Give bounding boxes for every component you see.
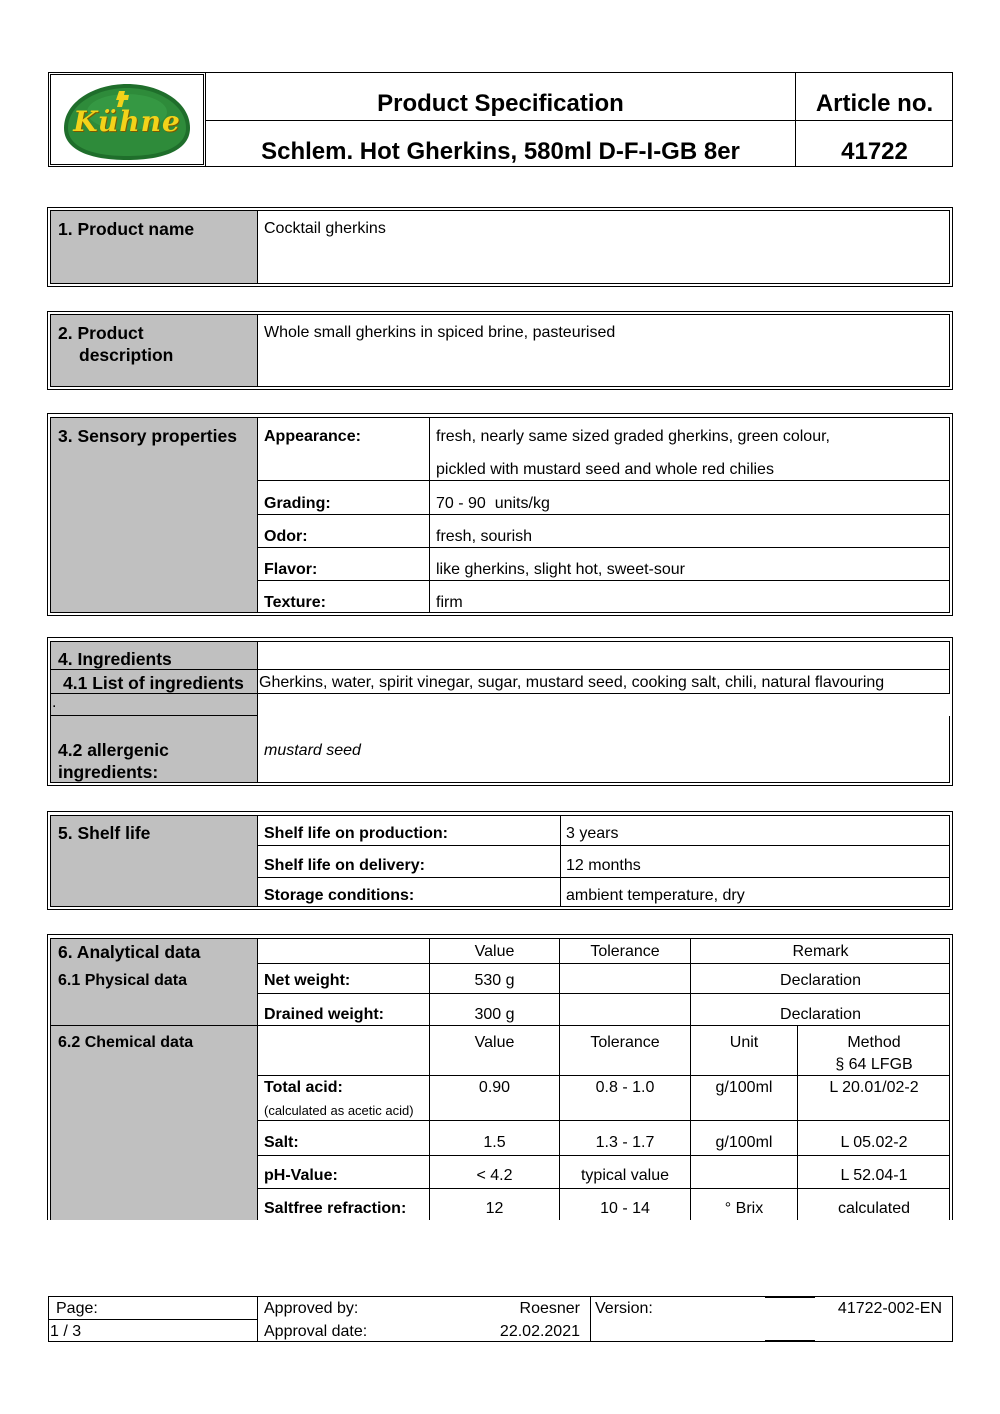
article-number: 41722 xyxy=(841,138,908,165)
sensory-key-odor: Odor: xyxy=(264,528,308,545)
sensory-value-grading: 70 - 90 units/kg xyxy=(436,495,550,512)
allergen-value: mustard seed xyxy=(264,742,361,759)
shelf-key-delivery: Shelf life on delivery: xyxy=(264,857,425,874)
chemical-value-salt: 1.5 xyxy=(483,1134,506,1151)
physical-value-net-weight: 530 g xyxy=(474,972,515,989)
chemical-note-total-acid: (calculated as acetic acid) xyxy=(264,1103,414,1118)
analytical-header-remark: Remark xyxy=(792,943,849,960)
sensory-value-odor: fresh, sourish xyxy=(436,528,533,545)
chemical-tolerance-refraction: 10 - 14 xyxy=(600,1200,650,1217)
footer-page-value: 1 / 3 xyxy=(50,1323,82,1340)
chemical-header-unit: Unit xyxy=(729,1034,759,1051)
shelf-key-production: Shelf life on production: xyxy=(264,825,448,842)
chemical-tolerance-salt: 1.3 - 1.7 xyxy=(595,1134,655,1151)
physical-data-label: 6.1 Physical data xyxy=(58,972,187,989)
chemical-unit-refraction: ° Brix xyxy=(724,1200,764,1217)
sensory-value-texture: firm xyxy=(436,594,463,611)
sensory-key-texture: Texture: xyxy=(264,594,326,611)
allergen-label-1: 4.2 allergenic xyxy=(58,740,169,760)
sensory-key-appearance: Appearance: xyxy=(264,428,361,445)
product-name-value: Cocktail gherkins xyxy=(264,220,386,237)
physical-value-drained-weight: 300 g xyxy=(474,1006,515,1023)
product-description-label-2: description xyxy=(79,345,174,365)
ingredients-list-value: Gherkins, water, spirit vinegar, sugar, mustard seed, cooking salt, chili, natural flavouring xyxy=(259,674,885,691)
shelf-life-label: 5. Shelf life xyxy=(58,823,151,843)
chemical-method-salt: L 05.02-2 xyxy=(840,1134,908,1151)
chemical-unit-salt: g/100ml xyxy=(715,1134,773,1151)
chemical-method-refraction: calculated xyxy=(837,1200,911,1217)
product-subtitle: Schlem. Hot Gherkins, 580ml D-F-I-GB 8er xyxy=(261,138,740,165)
footer-version-value: 41722-002-EN xyxy=(837,1300,942,1317)
product-description-label-1: 2. Product xyxy=(58,323,144,343)
ingredients-list-dot: . xyxy=(52,694,57,711)
chemical-value-total-acid: 0.90 xyxy=(478,1079,511,1096)
product-name-label: 1. Product name xyxy=(58,219,195,239)
chemical-header-value: Value xyxy=(474,1034,515,1051)
footer-approved-by-label: Approved by: xyxy=(264,1300,359,1317)
footer-approved-by-value: Roesner xyxy=(519,1300,580,1317)
chemical-data-label: 6.2 Chemical data xyxy=(58,1034,194,1051)
allergen-label-2: ingredients: xyxy=(58,762,159,782)
chemical-value-refraction: 12 xyxy=(485,1200,504,1217)
article-label: Article no. xyxy=(815,90,934,117)
footer-approval-date-value: 22.02.2021 xyxy=(499,1323,580,1340)
chemical-header-method-2: § 64 LFGB xyxy=(835,1056,913,1073)
footer-approval-date-label: Approval date: xyxy=(264,1323,368,1340)
analytical-header-value: Value xyxy=(474,943,515,960)
physical-remark-net-weight: Declaration xyxy=(780,972,861,989)
chemical-tolerance-ph: typical value xyxy=(580,1167,670,1184)
logo-text: Kühne xyxy=(73,105,181,138)
footer-version-label: Version: xyxy=(595,1300,653,1317)
product-description-value: Whole small gherkins in spiced brine, pasteurised xyxy=(264,324,616,341)
sensory-value-appearance: fresh, nearly same sized graded gherkins, green colour, xyxy=(436,428,830,445)
footer-page-label: Page: xyxy=(56,1300,98,1317)
sensory-label: 3. Sensory properties xyxy=(58,426,237,446)
chemical-header-method-1: Method xyxy=(847,1034,901,1051)
chemical-value-ph: < 4.2 xyxy=(476,1167,513,1184)
chemical-key-salt: Salt: xyxy=(264,1134,299,1151)
analytical-header-tolerance: Tolerance xyxy=(590,943,660,960)
chemical-method-ph: L 52.04-1 xyxy=(840,1167,908,1184)
shelf-value-storage: ambient temperature, dry xyxy=(566,887,745,904)
shelf-key-storage: Storage conditions: xyxy=(264,887,415,904)
physical-key-net-weight: Net weight: xyxy=(264,972,351,989)
chemical-key-refraction: Saltfree refraction: xyxy=(264,1200,407,1217)
sensory-key-grading: Grading: xyxy=(264,495,331,512)
analytical-label: 6. Analytical data xyxy=(58,942,201,962)
chemical-header-tolerance: Tolerance xyxy=(590,1034,660,1051)
ingredients-label: 4. Ingredients xyxy=(58,649,172,669)
shelf-value-delivery: 12 months xyxy=(566,857,641,874)
sensory-key-flavor: Flavor: xyxy=(264,561,318,578)
chemical-key-total-acid: Total acid: xyxy=(264,1079,343,1096)
shelf-value-production: 3 years xyxy=(566,825,619,842)
sensory-value-flavor: like gherkins, slight hot, sweet-sour xyxy=(436,561,685,578)
physical-remark-drained-weight: Declaration xyxy=(780,1006,861,1023)
physical-key-drained-weight: Drained weight: xyxy=(264,1006,385,1023)
page-title: Product Specification xyxy=(377,90,624,117)
chemical-unit-total-acid: g/100ml xyxy=(715,1079,773,1096)
chemical-tolerance-total-acid: 0.8 - 1.0 xyxy=(595,1079,655,1096)
ingredients-list-label: 4.1 List of ingredients xyxy=(63,673,244,693)
chemical-method-total-acid: L 20.01/02-2 xyxy=(829,1079,919,1096)
chemical-key-ph: pH-Value: xyxy=(264,1167,338,1184)
sensory-value-appearance-2: pickled with mustard seed and whole red chilies xyxy=(436,461,774,478)
